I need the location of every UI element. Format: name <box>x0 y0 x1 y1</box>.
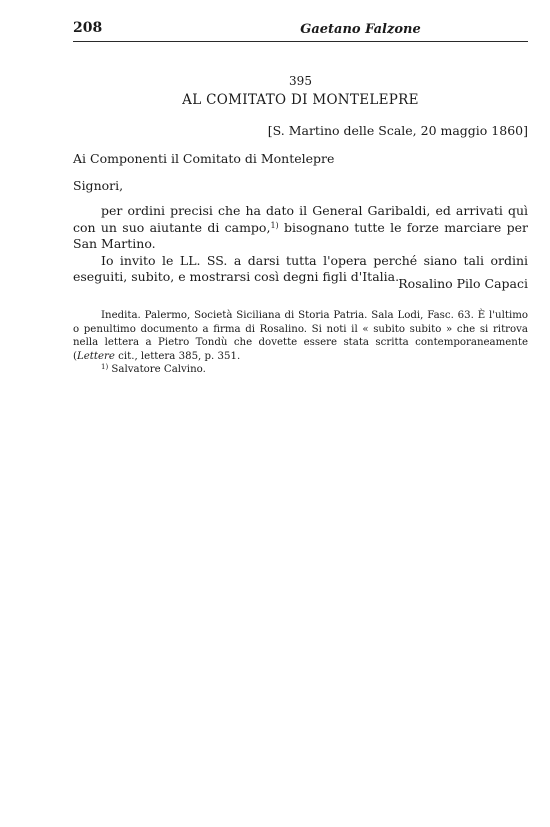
page-number: 208 <box>73 20 103 36</box>
paragraph-text: bisognano tutte le forze marciare per San Martino. <box>73 219 528 251</box>
letter-paragraph-1 <box>73 203 528 253</box>
note-text: Inedita. Palermo, Società Siciliana di Storia Patria. Sala Lodi, Fasc. 63. È l'ultimo o penultimo documento a firma di Rosalino. Si noti il « subito subito » che si ritrova nella lettera a Pietro Tondù che dovette essere stata scritta contemporaneamente ( <box>73 310 528 362</box>
footnote <box>73 363 528 377</box>
source-note <box>73 309 528 363</box>
document-title: AL COMITATO DI MONTELEPRE <box>182 92 419 108</box>
signature: Rosalino Pilo Capaci <box>398 276 528 291</box>
document-number: 395 <box>289 74 312 88</box>
footnote-number: 1) <box>101 363 109 371</box>
salutation: Signori, <box>73 178 124 193</box>
note-italic: Lettere <box>76 350 115 362</box>
letter-paragraph-2: Io invito le LL. SS. a darsi tutta l'opera perché siano tali ordini eseguiti, subito, e mostrarsi così degni figli d'Italia. <box>73 252 528 284</box>
footnote-marker: 1) <box>270 220 279 230</box>
paragraph-text: per ordini precisi che ha dato il General Garibaldi, ed arrivati quì con un suo aiutante di campo, <box>73 203 528 235</box>
editorial-notes <box>73 309 528 377</box>
place-date: [S. Martino delle Scale, 20 maggio 1860] <box>267 123 528 138</box>
addressee: Ai Componenti il Comitato di Montelepre <box>73 151 335 166</box>
note-text: cit., lettera 385, p. 351. <box>114 350 241 362</box>
page-header <box>73 20 528 42</box>
running-head: Gaetano Falzone <box>300 22 421 37</box>
footnote-text: Salvatore Calvino. <box>108 364 206 375</box>
letter-body <box>73 203 528 286</box>
header-rule <box>73 41 528 42</box>
